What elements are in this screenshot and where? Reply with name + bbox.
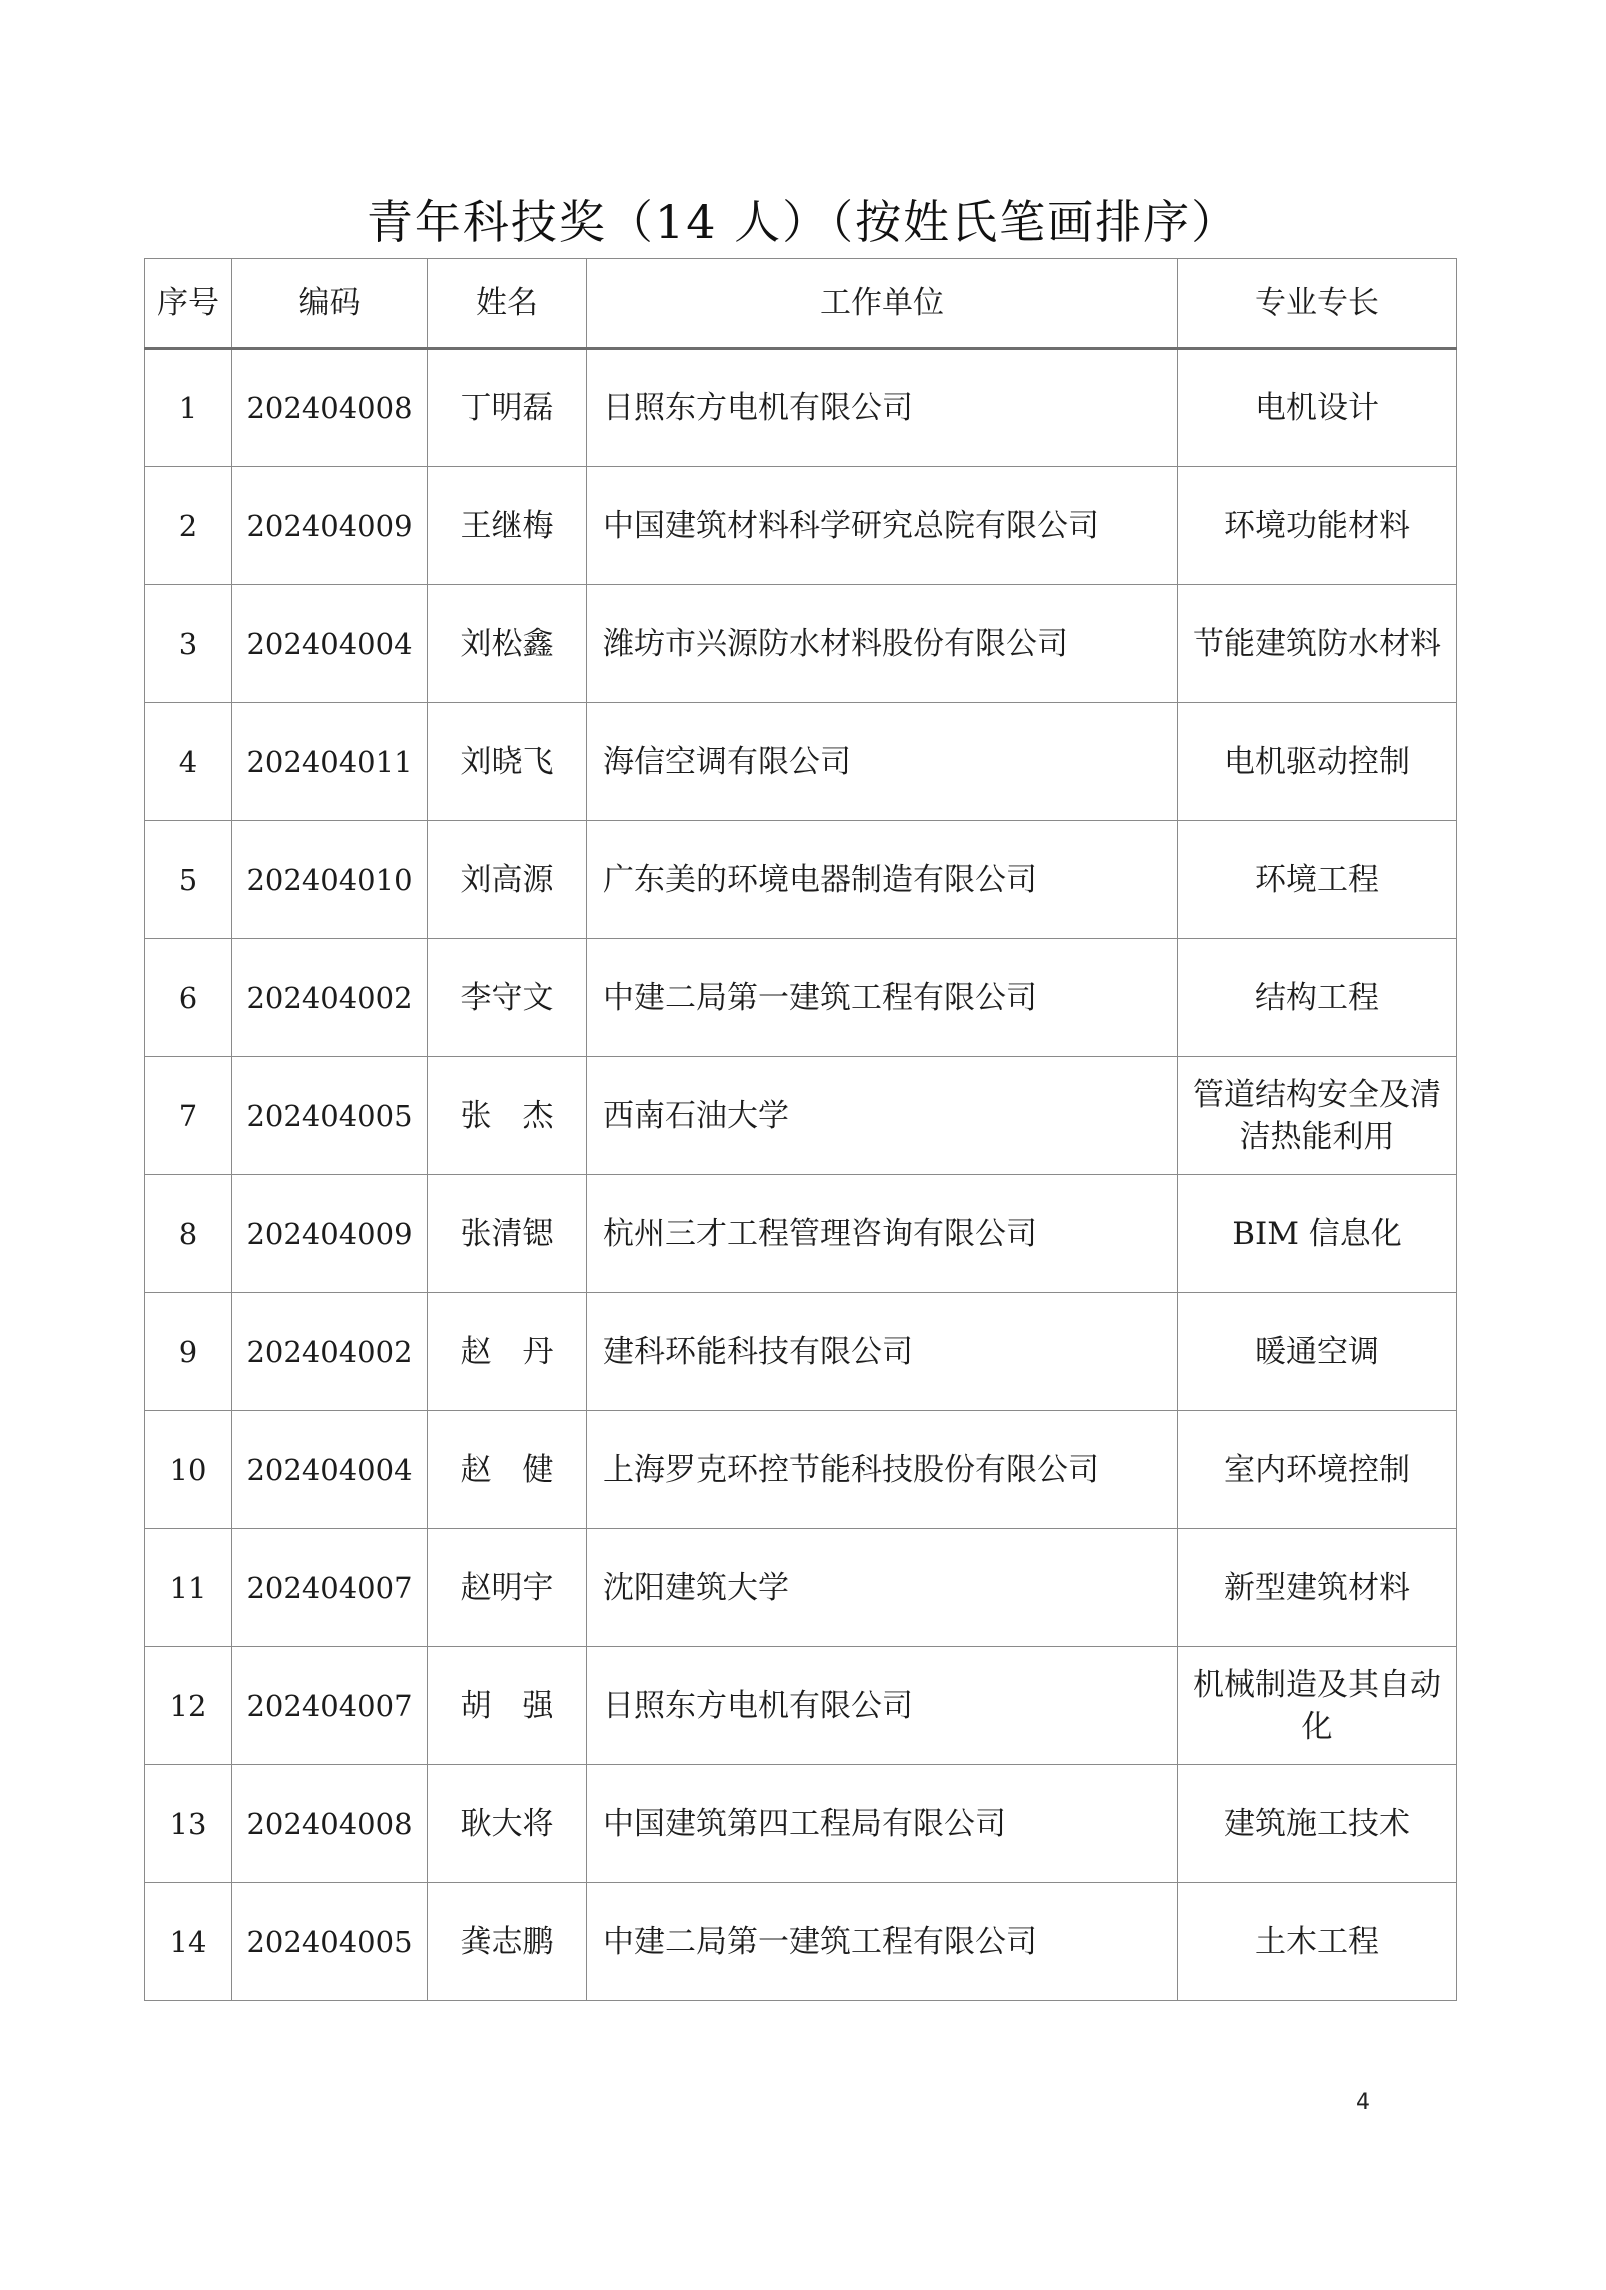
table-row bbox=[145, 467, 1457, 585]
cell-unit: 中国建筑第四工程局有限公司 bbox=[587, 1765, 1178, 1883]
cell-unit: 建科环能科技有限公司 bbox=[587, 1293, 1178, 1411]
table-row bbox=[145, 349, 1457, 467]
table-body bbox=[145, 349, 1457, 2001]
cell-unit: 杭州三才工程管理咨询有限公司 bbox=[587, 1175, 1178, 1293]
table-row bbox=[145, 1765, 1457, 1883]
cell-unit: 中建二局第一建筑工程有限公司 bbox=[587, 1883, 1178, 2001]
cell-name: 赵 丹 bbox=[428, 1293, 587, 1411]
cell-specialty: 新型建筑材料 bbox=[1178, 1529, 1457, 1647]
cell-code: 202404007 bbox=[232, 1529, 428, 1647]
cell-name: 刘高源 bbox=[428, 821, 587, 939]
cell-code: 202404007 bbox=[232, 1647, 428, 1765]
cell-seq: 6 bbox=[145, 939, 232, 1057]
cell-code: 202404004 bbox=[232, 585, 428, 703]
cell-unit: 西南石油大学 bbox=[587, 1057, 1178, 1175]
cell-seq: 13 bbox=[145, 1765, 232, 1883]
cell-unit: 日照东方电机有限公司 bbox=[587, 1647, 1178, 1765]
cell-specialty: 土木工程 bbox=[1178, 1883, 1457, 2001]
cell-specialty: 环境工程 bbox=[1178, 821, 1457, 939]
cell-specialty: 建筑施工技术 bbox=[1178, 1765, 1457, 1883]
page-title: 青年科技奖（14 人）（按姓氏笔画排序） bbox=[366, 195, 1240, 249]
cell-name: 赵明宇 bbox=[428, 1529, 587, 1647]
header-specialty: 专业专长 bbox=[1178, 259, 1457, 349]
cell-code: 202404004 bbox=[232, 1411, 428, 1529]
table-row bbox=[145, 1529, 1457, 1647]
cell-seq: 10 bbox=[145, 1411, 232, 1529]
table-row bbox=[145, 1411, 1457, 1529]
cell-name: 龚志鹏 bbox=[428, 1883, 587, 2001]
table-row bbox=[145, 821, 1457, 939]
page-number: 4 bbox=[1356, 2090, 1370, 2115]
cell-seq: 11 bbox=[145, 1529, 232, 1647]
cell-unit: 沈阳建筑大学 bbox=[587, 1529, 1178, 1647]
cell-code: 202404010 bbox=[232, 821, 428, 939]
cell-code: 202404005 bbox=[232, 1057, 428, 1175]
header-unit: 工作单位 bbox=[587, 259, 1178, 349]
cell-unit: 潍坊市兴源防水材料股份有限公司 bbox=[587, 585, 1178, 703]
cell-code: 202404005 bbox=[232, 1883, 428, 2001]
cell-unit: 日照东方电机有限公司 bbox=[587, 349, 1178, 467]
cell-specialty: 室内环境控制 bbox=[1178, 1411, 1457, 1529]
cell-unit: 海信空调有限公司 bbox=[587, 703, 1178, 821]
cell-name: 张清锶 bbox=[428, 1175, 587, 1293]
cell-name: 赵 健 bbox=[428, 1411, 587, 1529]
cell-seq: 1 bbox=[145, 349, 232, 467]
table-header-row bbox=[145, 259, 1457, 349]
cell-seq: 8 bbox=[145, 1175, 232, 1293]
cell-code: 202404008 bbox=[232, 1765, 428, 1883]
cell-code: 202404009 bbox=[232, 467, 428, 585]
cell-name: 丁明磊 bbox=[428, 349, 587, 467]
cell-specialty: BIM 信息化 bbox=[1178, 1175, 1457, 1293]
cell-name: 李守文 bbox=[428, 939, 587, 1057]
cell-name: 刘晓飞 bbox=[428, 703, 587, 821]
cell-code: 202404002 bbox=[232, 1293, 428, 1411]
table-row bbox=[145, 939, 1457, 1057]
cell-seq: 14 bbox=[145, 1883, 232, 2001]
cell-seq: 2 bbox=[145, 467, 232, 585]
cell-specialty: 结构工程 bbox=[1178, 939, 1457, 1057]
cell-specialty: 环境功能材料 bbox=[1178, 467, 1457, 585]
cell-specialty: 电机设计 bbox=[1178, 349, 1457, 467]
header-code: 编码 bbox=[232, 259, 428, 349]
cell-specialty: 节能建筑防水材料 bbox=[1178, 585, 1457, 703]
cell-name: 胡 强 bbox=[428, 1647, 587, 1765]
cell-unit: 中建二局第一建筑工程有限公司 bbox=[587, 939, 1178, 1057]
cell-unit: 上海罗克环控节能科技股份有限公司 bbox=[587, 1411, 1178, 1529]
cell-name: 张 杰 bbox=[428, 1057, 587, 1175]
table-row bbox=[145, 703, 1457, 821]
cell-seq: 5 bbox=[145, 821, 232, 939]
table-row bbox=[145, 1057, 1457, 1175]
cell-unit: 中国建筑材料科学研究总院有限公司 bbox=[587, 467, 1178, 585]
cell-seq: 7 bbox=[145, 1057, 232, 1175]
table-row bbox=[145, 1647, 1457, 1765]
table-row bbox=[145, 1175, 1457, 1293]
cell-specialty: 机械制造及其自动化 bbox=[1178, 1647, 1457, 1765]
cell-name: 王继梅 bbox=[428, 467, 587, 585]
cell-seq: 3 bbox=[145, 585, 232, 703]
table-row bbox=[145, 1883, 1457, 2001]
table-row bbox=[145, 1293, 1457, 1411]
cell-code: 202404002 bbox=[232, 939, 428, 1057]
cell-specialty: 电机驱动控制 bbox=[1178, 703, 1457, 821]
cell-specialty: 暖通空调 bbox=[1178, 1293, 1457, 1411]
cell-specialty: 管道结构安全及清洁热能利用 bbox=[1178, 1057, 1457, 1175]
cell-code: 202404011 bbox=[232, 703, 428, 821]
award-table bbox=[144, 258, 1457, 2001]
table-row bbox=[145, 585, 1457, 703]
cell-seq: 9 bbox=[145, 1293, 232, 1411]
header-seq: 序号 bbox=[145, 259, 232, 349]
cell-name: 耿大将 bbox=[428, 1765, 587, 1883]
header-name: 姓名 bbox=[428, 259, 587, 349]
cell-seq: 12 bbox=[145, 1647, 232, 1765]
cell-code: 202404008 bbox=[232, 349, 428, 467]
cell-name: 刘松鑫 bbox=[428, 585, 587, 703]
cell-seq: 4 bbox=[145, 703, 232, 821]
cell-unit: 广东美的环境电器制造有限公司 bbox=[587, 821, 1178, 939]
cell-code: 202404009 bbox=[232, 1175, 428, 1293]
